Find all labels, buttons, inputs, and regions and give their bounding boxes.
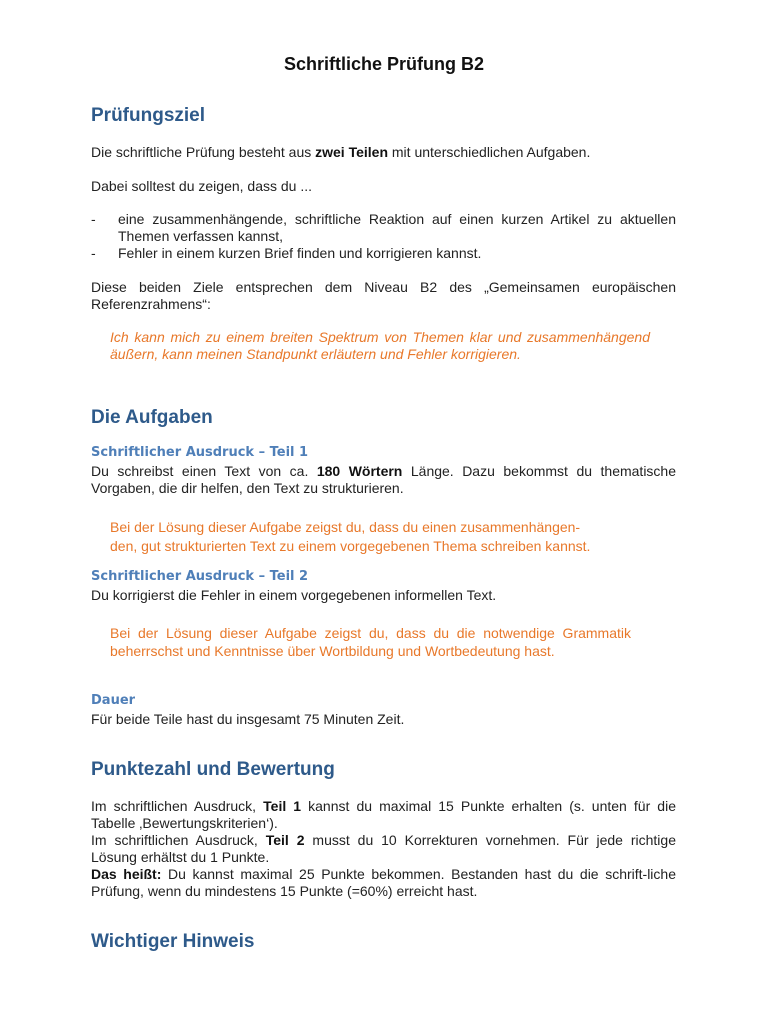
teil-1-quote-line: den, gut strukturierten Text zu einem vorgegebenen Thema schreiben kannst. bbox=[110, 538, 591, 554]
subheading-dauer: Dauer bbox=[91, 693, 136, 708]
goals-paragraph: Diese beiden Ziele entsprechen dem Niveau B2 des „Gemeinsamen europäischen Referenzrahmens“: bbox=[91, 279, 676, 312]
referenzrahmen-quote: Ich kann mich zu einem breiten Spektrum von Themen klar und zusammenhängend äußern, kann meinen Standpunkt erläutern und Fehler korrigieren. bbox=[110, 329, 650, 362]
punkte-paragraph-teil-1: Im schriftlichen Ausdruck, Teil 1 kannst du maximal 15 Punkte erhalten (s. unten für die Tabelle ‚Bewertungskriterien‘). bbox=[91, 798, 676, 831]
list-dash: - bbox=[91, 245, 96, 261]
heading-wichtiger-hinweis: Wichtiger Hinweis bbox=[91, 931, 255, 952]
teil-1-quote bbox=[110, 518, 690, 556]
teil-1-paragraph: Du schreibst einen Text von ca. 180 Wörtern Länge. Dazu bekommst du thematische Vorgaben, die dir helfen, den Text zu strukturieren. bbox=[91, 463, 676, 496]
teil-2-quote: Bei der Lösung dieser Aufgabe zeigst du, dass du die notwendige Grammatik beherrschst und Kenntnisse über Wortbildung und Wortbedeutung hast. bbox=[110, 625, 631, 659]
heading-pruefungsziel: Prüfungsziel bbox=[91, 105, 206, 126]
list-dash: - bbox=[91, 211, 96, 227]
punkte-paragraph-teil-2: Im schriftlichen Ausdruck, Teil 2 musst du 10 Korrekturen vornehmen. Für jede richtige Lösung erhältst du 1 Punkte. bbox=[91, 832, 676, 865]
list-item-text: Fehler in einem kurzen Brief finden und korrigieren kannst. bbox=[118, 245, 482, 261]
show-paragraph: Dabei solltest du zeigen, dass du ... bbox=[91, 178, 313, 194]
subheading-teil-1: Schriftlicher Ausdruck – Teil 1 bbox=[91, 445, 309, 460]
punkte-paragraph-summary: Das heißt: Du kannst maximal 25 Punkte bekommen. Bestanden hast du die schrift-liche Prüfung, wenn du mindestens 15 Punkte (=60%) erreicht hast. bbox=[91, 866, 676, 899]
subheading-teil-2: Schriftlicher Ausdruck – Teil 2 bbox=[91, 569, 309, 584]
document-title: Schriftliche Prüfung B2 bbox=[283, 54, 485, 74]
heading-punktezahl: Punktezahl und Bewertung bbox=[91, 759, 335, 780]
teil-1-quote-line: Bei der Lösung dieser Aufgabe zeigst du, dass du einen zusammenhängen- bbox=[110, 519, 581, 535]
teil-2-paragraph: Du korrigierst die Fehler in einem vorgegebenen informellen Text. bbox=[91, 587, 497, 603]
intro-paragraph: Die schriftliche Prüfung besteht aus zwei Teilen mit unterschiedlichen Aufgaben. bbox=[91, 144, 591, 160]
dauer-paragraph: Für beide Teile hast du insgesamt 75 Minuten Zeit. bbox=[91, 711, 405, 727]
heading-die-aufgaben: Die Aufgaben bbox=[91, 407, 213, 428]
list-item-text: eine zusammenhängende, schriftliche Reaktion auf einen kurzen Artikel zu aktuellen Themen verfassen kannst, bbox=[118, 211, 676, 244]
